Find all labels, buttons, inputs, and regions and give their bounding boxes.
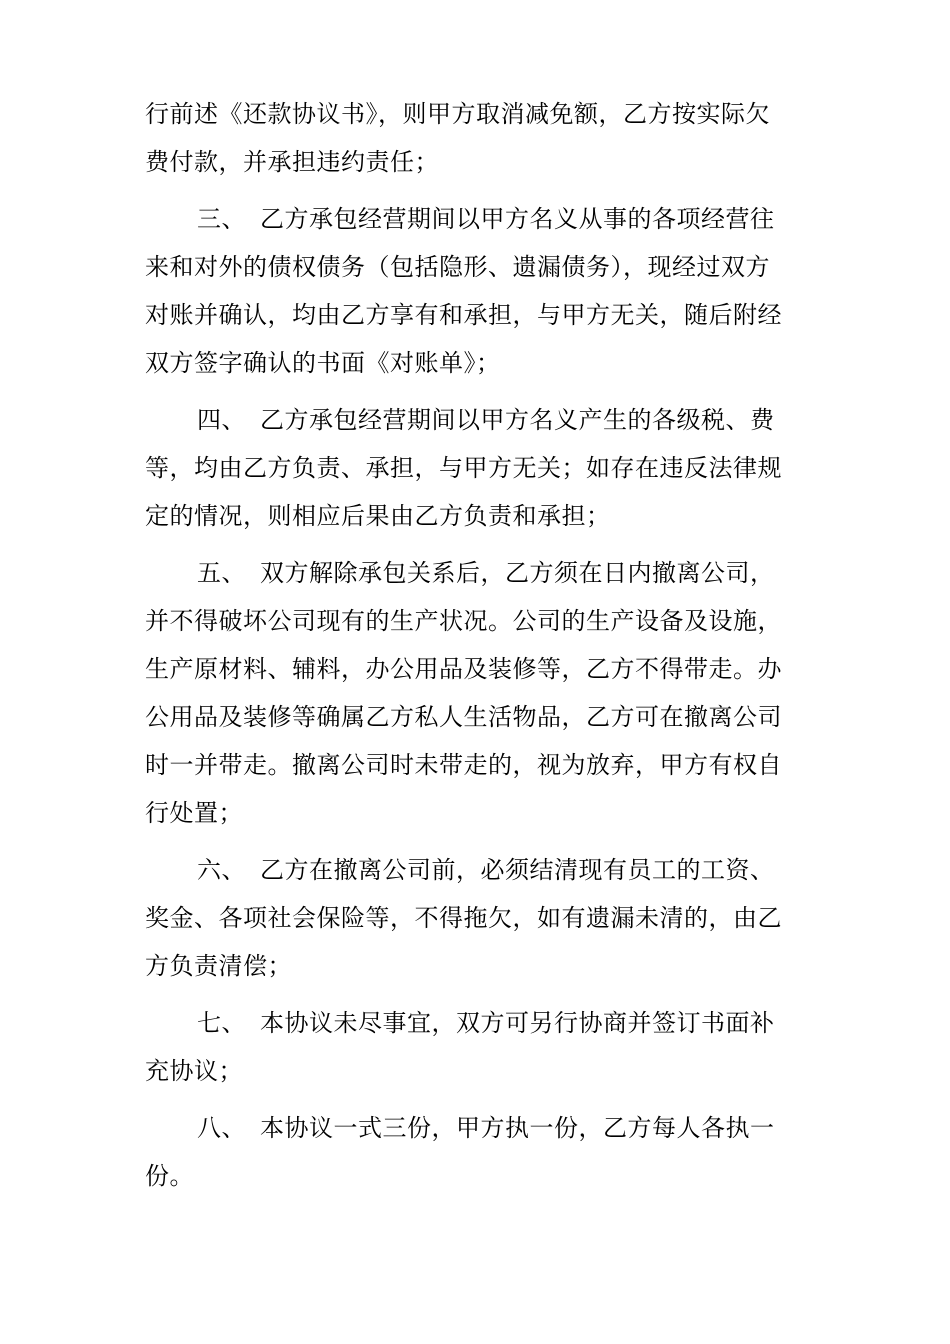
text-line: 乙方承包经营期间以甲方名义产生的各级税、费: [260, 406, 775, 434]
clause-3: [145, 195, 810, 387]
clause-8: [145, 1104, 810, 1200]
intro-paragraph: [145, 90, 810, 186]
text-line: 公用品及装修等确属乙方私人生活物品，乙方可在撤离公司: [145, 703, 782, 731]
text-line: 时一并带走。撤离公司时未带走的，视为放弃，甲方有权自: [145, 751, 782, 779]
clause-number: 五、: [197, 559, 246, 587]
clause-number: 六、: [197, 856, 246, 884]
text-line: 对账并确认，均由乙方享有和承担，与甲方无关，随后附经: [145, 301, 782, 329]
clause-7: [145, 999, 810, 1095]
text-line: 生产原材料、辅料，办公用品及装修等，乙方不得带走。办: [145, 655, 782, 683]
text-line: 充协议；: [145, 1057, 243, 1085]
text-line: 方负责清偿；: [145, 952, 292, 980]
clause-5: [145, 549, 810, 837]
text-line: 来和对外的债权债务（包括隐形、遗漏债务），现经过双方: [145, 253, 770, 281]
text-line: 本协议一式三份，甲方执一份，乙方每人各执一: [260, 1114, 775, 1142]
document-page: [145, 90, 810, 1209]
text-line: 双方签字确认的书面《对账单》；: [145, 349, 501, 377]
text-line: 并不得破坏公司现有的生产状况。公司的生产设备及设施，: [145, 607, 782, 635]
text-line: 行处置；: [145, 799, 243, 827]
text-line: 份。: [145, 1162, 194, 1190]
clause-4: [145, 396, 810, 540]
text-line: 双方解除承包关系后，乙方须在日内撤离公司，: [260, 559, 775, 587]
text-line: 等，均由乙方负责、承担，与甲方无关；如存在违反法律规: [145, 454, 782, 482]
text-line: 行前述《还款协议书》，则甲方取消减免额，乙方按实际欠: [145, 100, 770, 128]
clause-number: 四、: [197, 406, 246, 434]
text-line: 乙方在撤离公司前，必须结清现有员工的工资、: [260, 856, 775, 884]
text-line: 奖金、各项社会保险等，不得拖欠，如有遗漏未清的，由乙: [145, 904, 782, 932]
text-line: 本协议未尽事宜，双方可另行协商并签订书面补: [260, 1009, 775, 1037]
text-line: 乙方承包经营期间以甲方名义从事的各项经营往: [260, 205, 775, 233]
clause-number: 三、: [197, 205, 246, 233]
clause-number: 七、: [197, 1009, 246, 1037]
clause-6: [145, 846, 810, 990]
text-line: 定的情况，则相应后果由乙方负责和承担；: [145, 502, 611, 530]
text-line: 费付款，并承担违约责任；: [145, 148, 439, 176]
clause-number: 八、: [197, 1114, 246, 1142]
